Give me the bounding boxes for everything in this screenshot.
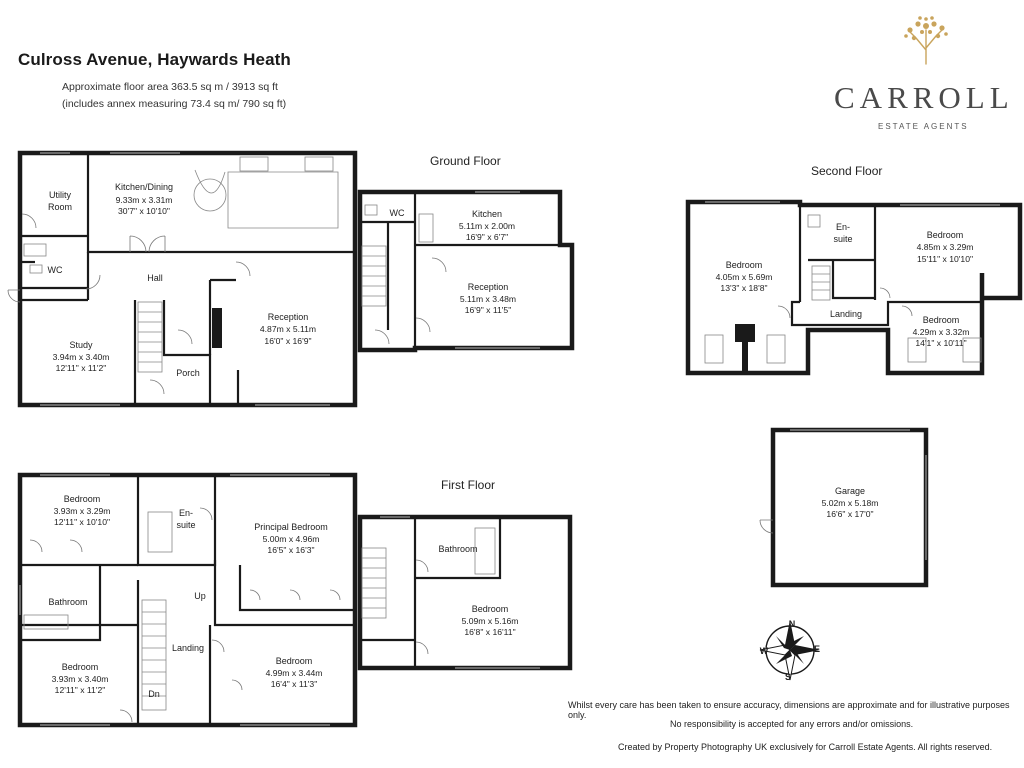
ff-ensuite-label-1: En- — [178, 508, 194, 518]
disclaimer-text: Whilst every care has been taken to ensure accuracy, dimensions are approximate and for illustrative purposes only. — [568, 700, 1010, 720]
utility-label-2: Room — [47, 202, 73, 212]
compass-w: W — [759, 646, 769, 656]
principal-bedroom-label: Principal Bedroom — [254, 522, 328, 532]
sf-ensuite-label-2: suite — [833, 234, 853, 244]
ff-bedroom-1-label: Bedroom — [63, 494, 101, 504]
ff-bathroom-1-label: Bathroom — [48, 597, 88, 607]
annex-kitchen-metric: 5.11m x 2.00m — [458, 221, 516, 231]
brand-tagline: ESTATE AGENTS — [878, 122, 969, 131]
sf-bedroom-1-metric: 4.05m x 5.69m — [715, 272, 773, 282]
ff-bedroom-4-label: Bedroom — [471, 604, 509, 614]
brand-name: CARROLL — [834, 80, 1014, 115]
study-metric: 3.94m x 3.40m — [52, 352, 110, 362]
sf-bedroom-1-imperial: 13'3" x 18'8" — [720, 283, 768, 293]
reception-2-imperial: 16'9" x 11'5" — [464, 305, 512, 315]
compass-rose-icon — [760, 619, 820, 682]
first-floor-label: First Floor — [441, 478, 495, 492]
sf-bedroom-3-metric: 4.29m x 3.32m — [912, 327, 970, 337]
hall-label: Hall — [147, 273, 163, 283]
garage-label: Garage — [834, 486, 866, 496]
sf-bedroom-2-metric: 4.85m x 3.29m — [916, 242, 974, 252]
ff-bathroom-2-label: Bathroom — [438, 544, 478, 554]
floor-area-text: Approximate floor area 363.5 sq m / 3913 sq ft — [62, 81, 278, 93]
garage-imperial: 16'6" x 17'0" — [826, 509, 874, 519]
ff-bedroom-1-metric: 3.93m x 3.29m — [53, 506, 111, 516]
ff-up-label: Up — [194, 591, 206, 601]
ff-dn-label: Dn — [148, 689, 160, 699]
annex-kitchen-imperial: 16'9" x 6'7" — [465, 232, 509, 242]
ff-bedroom-3-metric: 4.99m x 3.44m — [265, 668, 323, 678]
reception-1-label: Reception — [267, 312, 309, 322]
sf-bedroom-3-imperial: 14'1" x 10'11" — [915, 338, 967, 348]
gf-wc-label-2: WC — [389, 208, 405, 218]
study-imperial: 12'11" x 11'2" — [55, 363, 107, 373]
principal-bedroom-imperial: 16'5" x 16'3" — [267, 545, 315, 555]
page-title: Culross Avenue, Haywards Heath — [18, 50, 291, 69]
garage-metric: 5.02m x 5.18m — [821, 498, 879, 508]
reception-2-metric: 5.11m x 3.48m — [459, 294, 517, 304]
responsibility-text: No responsibility is accepted for any errors and/or omissions. — [670, 719, 914, 729]
compass-s: S — [784, 672, 792, 682]
ff-bedroom-2-imperial: 12'11" x 11'2" — [54, 685, 106, 695]
ff-landing-label: Landing — [171, 643, 205, 653]
principal-bedroom-metric: 5.00m x 4.96m — [262, 534, 320, 544]
ff-bedroom-4-metric: 5.09m x 5.16m — [461, 616, 519, 626]
sf-bedroom-2-label: Bedroom — [926, 230, 964, 240]
sf-landing-label: Landing — [829, 309, 863, 319]
ff-bedroom-3-imperial: 16'4" x 11'3" — [270, 679, 318, 689]
kitchen-dining-imperial: 30'7" x 10'10" — [118, 206, 170, 216]
reception-1-imperial: 16'0" x 16'9" — [264, 336, 312, 346]
utility-label-1: Utility — [49, 190, 71, 200]
reception-1-metric: 4.87m x 5.11m — [259, 324, 317, 334]
compass-e: E — [813, 644, 821, 654]
ff-bedroom-4-imperial: 16'8" x 16'11" — [464, 627, 516, 637]
ff-ensuite-label-2: suite — [176, 520, 196, 530]
second-floor-label: Second Floor — [811, 164, 883, 178]
ff-bedroom-3-label: Bedroom — [275, 656, 313, 666]
ground-floor-label: Ground Floor — [430, 154, 501, 168]
reception-2-label: Reception — [467, 282, 509, 292]
sf-bedroom-2-imperial: 15'11" x 10'10" — [916, 254, 974, 264]
compass-n: N — [788, 619, 796, 629]
ff-bedroom-2-metric: 3.93m x 3.40m — [51, 674, 109, 684]
annex-area-text: (includes annex measuring 73.4 sq m/ 790 sq ft) — [62, 98, 287, 110]
sf-bedroom-1-label: Bedroom — [725, 260, 763, 270]
gf-wc-label-1: WC — [47, 265, 63, 275]
credit-text: Created by Property Photography UK exclusively for Carroll Estate Agents. All rights reserved. — [618, 742, 993, 752]
kitchen-dining-label: Kitchen/Dining — [114, 182, 174, 192]
sf-ensuite-label-1: En- — [835, 222, 851, 232]
porch-label: Porch — [176, 368, 200, 378]
annex-kitchen-label: Kitchen — [471, 209, 503, 219]
ff-bedroom-1-imperial: 12'11" x 10'10" — [53, 517, 111, 527]
ff-bedroom-2-label: Bedroom — [61, 662, 99, 672]
kitchen-dining-metric: 9.33m x 3.31m — [115, 195, 173, 205]
sf-bedroom-3-label: Bedroom — [922, 315, 960, 325]
study-label: Study — [69, 340, 93, 350]
